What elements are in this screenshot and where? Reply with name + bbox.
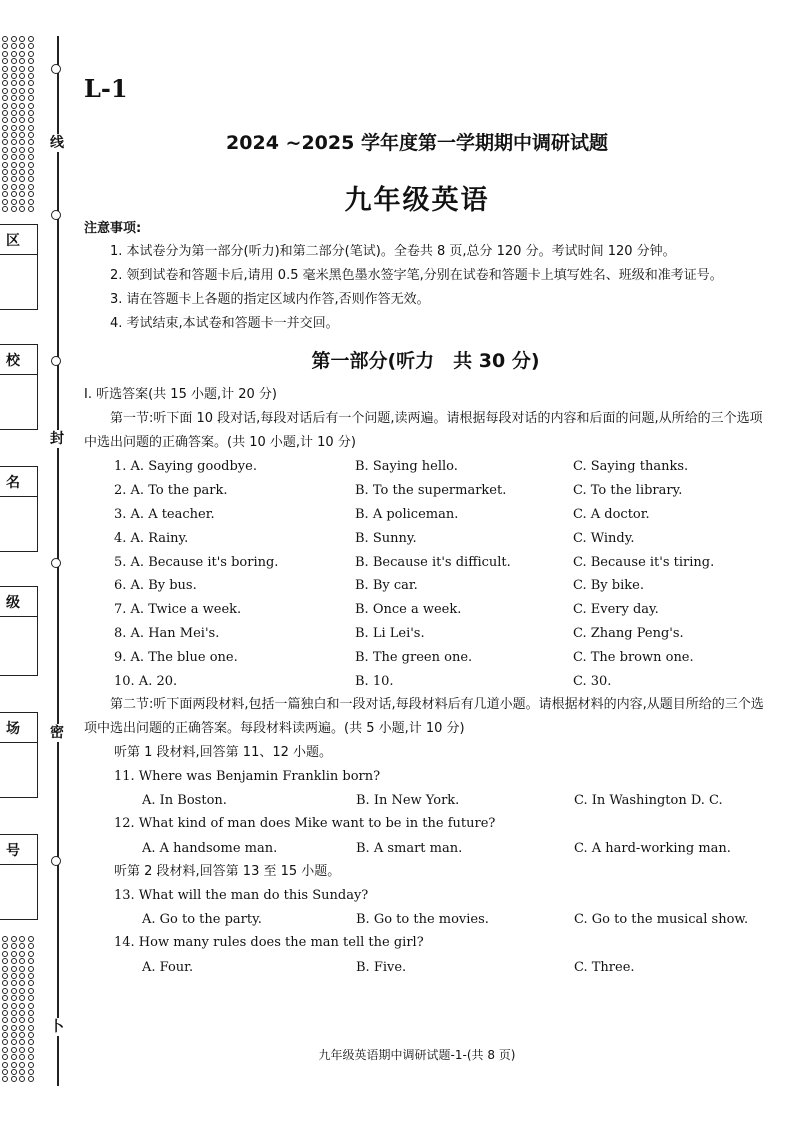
binding-hole [11, 1025, 17, 1031]
binding-hole [28, 1032, 34, 1038]
field-label: 校 [6, 353, 20, 369]
binding-hole [19, 973, 25, 979]
binding-hole [2, 973, 8, 979]
binding-hole [19, 1076, 25, 1082]
section-heading: Ⅰ. 听选答案(共 15 小题,计 20 分) [84, 387, 277, 402]
binding-hole [11, 958, 17, 964]
field-label: 名 [6, 475, 20, 491]
binding-hole [11, 1069, 17, 1075]
option-c[interactable]: C. Zhang Peng's. [573, 625, 684, 641]
binding-hole [28, 1069, 34, 1075]
option-b[interactable]: B. 10. [355, 673, 394, 689]
binding-hole [11, 36, 17, 42]
binding-hole [11, 936, 17, 942]
option-b[interactable]: B. Five. [356, 959, 407, 975]
binding-hole [2, 1069, 8, 1075]
option-a[interactable]: 4. A. Rainy. [114, 530, 189, 546]
binding-hole [2, 117, 8, 123]
binding-hole [28, 88, 34, 94]
binding-hole [28, 154, 34, 160]
field-district[interactable] [0, 224, 38, 310]
field-class[interactable] [0, 586, 38, 676]
binding-hole [11, 51, 17, 57]
binding-hole [28, 169, 34, 175]
binding-hole [11, 95, 17, 101]
binding-hole [2, 36, 8, 42]
binding-hole [11, 88, 17, 94]
binding-hole [2, 95, 8, 101]
binding-hole [11, 58, 17, 64]
field-label: 场 [6, 721, 20, 737]
option-a[interactable]: A. Go to the party. [142, 911, 262, 927]
binding-hole [11, 980, 17, 986]
notice-item: 3. 请在答题卡上各题的指定区域内作答,否则作答无效。 [110, 292, 430, 307]
binding-hole [11, 1017, 17, 1023]
option-c[interactable]: C. A hard-working man. [574, 840, 731, 856]
option-c[interactable]: C. 30. [573, 673, 612, 689]
binding-hole [11, 943, 17, 949]
field-label: 区 [6, 233, 20, 249]
binding-hole [2, 58, 8, 64]
binding-hole [2, 1076, 8, 1082]
option-c[interactable]: C. The brown one. [573, 649, 694, 665]
option-a[interactable]: 1. A. Saying goodbye. [114, 459, 257, 475]
binding-hole [11, 973, 17, 979]
binding-hole [11, 154, 17, 160]
option-a[interactable]: A. In Boston. [142, 792, 227, 808]
option-a[interactable]: A. A handsome man. [142, 840, 278, 856]
binding-hole [19, 951, 25, 957]
binding-hole [11, 117, 17, 123]
binding-hole [28, 1039, 34, 1045]
binding-dot [51, 558, 61, 568]
binding-hole [19, 1069, 25, 1075]
binding-hole [28, 95, 34, 101]
option-c[interactable]: C. In Washington D. C. [574, 792, 723, 808]
binding-hole [19, 58, 25, 64]
paper-code: L-1 [84, 74, 128, 103]
option-b[interactable]: B. Once a week. [355, 602, 462, 618]
option-c[interactable]: C. Saying thanks. [573, 459, 689, 475]
option-b[interactable]: B. Because it's difficult. [355, 554, 511, 570]
option-b[interactable]: B. In New York. [356, 792, 460, 808]
binding-hole [2, 943, 8, 949]
field-label: 号 [6, 843, 20, 859]
binding-hole [11, 1039, 17, 1045]
binding-hole [19, 936, 25, 942]
binding-hole [2, 43, 8, 49]
binding-hole [2, 951, 8, 957]
option-b[interactable]: B. Saying hello. [355, 459, 458, 475]
binding-dot [51, 356, 61, 366]
notice-heading: 注意事项: [84, 221, 142, 236]
binding-hole [19, 943, 25, 949]
binding-hole [2, 1003, 8, 1009]
binding-hole [19, 958, 25, 964]
option-a[interactable]: 3. A. A teacher. [114, 506, 215, 522]
question-row [84, 526, 767, 550]
binding-hole [11, 103, 17, 109]
field-exam-room[interactable] [0, 712, 38, 798]
binding-hole [28, 73, 34, 79]
paper-content [84, 218, 767, 979]
binding-hole [28, 103, 34, 109]
binding-hole [28, 1010, 34, 1016]
option-c[interactable]: C. Three. [574, 959, 635, 975]
question-row [84, 574, 767, 598]
binding-dot [51, 856, 61, 866]
section-two-instructions: 第二节:听下面两段材料,包括一篇独白和一段对话,每段材料后有几道小题。请根据材料的内容,从题目所给的三个选项中选出问题的正确答案。每段材料读两遍。(共 5 小题,计 10 分) [84, 696, 764, 736]
binding-hole [2, 1039, 8, 1045]
binding-hole [2, 80, 8, 86]
binding-hole [19, 1025, 25, 1031]
option-b[interactable]: B. By car. [355, 578, 418, 594]
binding-hole [19, 80, 25, 86]
binding-hole [2, 1017, 8, 1023]
binding-hole [19, 66, 25, 72]
binding-hole [11, 73, 17, 79]
binding-hole [19, 980, 25, 986]
binding-hole [11, 1010, 17, 1016]
binding-hole [2, 110, 8, 116]
binding-hole [2, 958, 8, 964]
binding-hole [28, 36, 34, 42]
binding-hole [2, 73, 8, 79]
binding-hole [19, 1010, 25, 1016]
option-a[interactable]: 8. A. Han Mei's. [114, 625, 220, 641]
option-a[interactable]: 9. A. The blue one. [114, 649, 238, 665]
binding-hole [28, 958, 34, 964]
binding-hole [11, 1076, 17, 1082]
question-row [84, 455, 767, 479]
binding-hole [11, 988, 17, 994]
part-one-title: 第一部分(听力 共 30 分) [311, 350, 540, 372]
binding-hole [19, 169, 25, 175]
question-row [84, 645, 767, 669]
question-stem: 12. What kind of man does Mike want to be in the future? [114, 816, 496, 832]
binding-hole [28, 1076, 34, 1082]
binding-hole [19, 162, 25, 168]
binding-hole [11, 951, 17, 957]
exam-title: 2024 ~2025 学年度第一学期期中调研试题 [226, 132, 608, 154]
binding-hole [11, 995, 17, 1001]
binding-hole [2, 66, 8, 72]
binding-hole [2, 1025, 8, 1031]
binding-char: 卜 [50, 1019, 64, 1035]
option-a[interactable]: 2. A. To the park. [114, 483, 228, 499]
binding-hole [11, 1032, 17, 1038]
binding-hole [28, 966, 34, 972]
binding-hole [28, 980, 34, 986]
page-footer: 九年级英语期中调研试题-1-(共 8 页) [318, 1048, 516, 1062]
binding-hole [19, 36, 25, 42]
material-note: 听第 1 段材料,回答第 11、12 小题。 [114, 744, 333, 760]
option-a[interactable]: 6. A. By bus. [114, 578, 197, 594]
binding-hole [2, 88, 8, 94]
question-stem: 11. Where was Benjamin Franklin born? [114, 768, 381, 784]
binding-hole [28, 43, 34, 49]
option-a[interactable]: 5. A. Because it's boring. [114, 554, 279, 570]
binding-hole [2, 169, 8, 175]
option-c[interactable]: C. To the library. [573, 483, 683, 499]
question-row [84, 669, 767, 693]
field-name[interactable] [0, 466, 38, 552]
notice-item: 4. 考试结束,本试卷和答题卡一并交回。 [110, 316, 339, 331]
binding-hole [28, 162, 34, 168]
question-options [84, 789, 767, 813]
binding-hole [11, 1003, 17, 1009]
binding-char: 线 [50, 135, 64, 151]
binding-hole [2, 162, 8, 168]
option-b[interactable]: B. A policeman. [355, 506, 459, 522]
field-seat-number[interactable] [0, 834, 38, 920]
binding-hole [11, 110, 17, 116]
option-b[interactable]: B. Go to the movies. [356, 911, 489, 927]
binding-hole [28, 110, 34, 116]
binding-hole [19, 95, 25, 101]
option-a[interactable]: 7. A. Twice a week. [114, 602, 242, 618]
binding-hole [2, 966, 8, 972]
binding-hole [2, 1032, 8, 1038]
binding-hole [2, 154, 8, 160]
binding-hole [19, 1032, 25, 1038]
binding-dot [51, 64, 61, 74]
notice-item: 1. 本试卷分为第一部分(听力)和第二部分(笔试)。全卷共 8 页,总分 120 分。考试时间 120 分钟。 [110, 244, 676, 259]
question-options [84, 908, 767, 932]
option-a[interactable]: 10. A. 20. [114, 673, 178, 689]
binding-hole [19, 995, 25, 1001]
binding-hole [19, 966, 25, 972]
question-row [84, 503, 767, 527]
binding-hole [28, 80, 34, 86]
binding-hole [19, 110, 25, 116]
binding-hole [2, 936, 8, 942]
question-row [84, 598, 767, 622]
binding-hole [19, 117, 25, 123]
binding-hole [2, 988, 8, 994]
binding-hole [19, 1003, 25, 1009]
binding-hole [2, 51, 8, 57]
binding-hole [19, 88, 25, 94]
option-c[interactable]: C. A doctor. [573, 506, 650, 522]
binding-hole [19, 1039, 25, 1045]
binding-hole [19, 73, 25, 79]
binding-hole [28, 988, 34, 994]
binding-hole [28, 1003, 34, 1009]
binding-hole [19, 988, 25, 994]
question-row [84, 550, 767, 574]
binding-hole [11, 80, 17, 86]
binding-hole [28, 995, 34, 1001]
binding-hole [19, 103, 25, 109]
binding-hole [11, 169, 17, 175]
material-note: 听第 2 段材料,回答第 13 至 15 小题。 [114, 863, 341, 879]
binding-hole [2, 995, 8, 1001]
binding-hole [28, 58, 34, 64]
binding-hole [28, 1017, 34, 1023]
binding-hole [28, 943, 34, 949]
question-options [84, 955, 767, 979]
option-c[interactable]: C. Windy. [573, 530, 635, 546]
binding-hole [19, 51, 25, 57]
binding-hole [2, 980, 8, 986]
binding-hole [28, 973, 34, 979]
binding-hole [28, 1025, 34, 1031]
option-b[interactable]: B. To the supermarket. [355, 483, 507, 499]
binding-hole [11, 43, 17, 49]
binding-hole [19, 154, 25, 160]
question-row [84, 622, 767, 646]
option-c[interactable]: C. Go to the musical show. [574, 911, 749, 927]
binding-hole [28, 936, 34, 942]
binding-hole [11, 162, 17, 168]
question-options [84, 836, 767, 860]
section-one-instructions: 第一节:听下面 10 段对话,每段对话后有一个问题,读两遍。请根据每段对话的内容和后面的问题,从所给的三个选项中选出问题的正确答案。(共 10 小题,计 10 分) [84, 411, 763, 450]
binding-hole [28, 951, 34, 957]
option-b[interactable]: B. The green one. [355, 649, 473, 665]
binding-hole [28, 51, 34, 57]
option-c[interactable]: C. By bike. [573, 578, 644, 594]
option-c[interactable]: C. Every day. [573, 602, 659, 618]
field-label: 级 [6, 595, 20, 611]
question-stem: 14. How many rules does the man tell the girl? [114, 935, 424, 951]
notice-item: 2. 领到试卷和答题卡后,请用 0.5 毫米黑色墨水签字笔,分别在试卷和答题卡上填写姓名、班级和准考证号。 [110, 268, 723, 283]
binding-hole [2, 103, 8, 109]
binding-hole [11, 966, 17, 972]
binding-char: 封 [50, 431, 64, 447]
field-school[interactable] [0, 344, 38, 430]
option-b[interactable]: B. A smart man. [356, 840, 463, 856]
question-stem: 13. What will the man do this Sunday? [114, 887, 369, 903]
binding-hole [19, 43, 25, 49]
option-b[interactable]: B. Sunny. [355, 530, 417, 546]
binding-hole [19, 1017, 25, 1023]
option-b[interactable]: B. Li Lei's. [355, 625, 425, 641]
binding-char: 密 [50, 725, 64, 741]
binding-hole [28, 66, 34, 72]
subject-title: 九年级英语 [344, 185, 490, 216]
binding-hole [11, 66, 17, 72]
binding-hole [2, 1010, 8, 1016]
binding-hole [28, 117, 34, 123]
option-a[interactable]: A. Four. [142, 959, 194, 975]
option-c[interactable]: C. Because it's tiring. [573, 554, 715, 570]
question-row [84, 479, 767, 503]
